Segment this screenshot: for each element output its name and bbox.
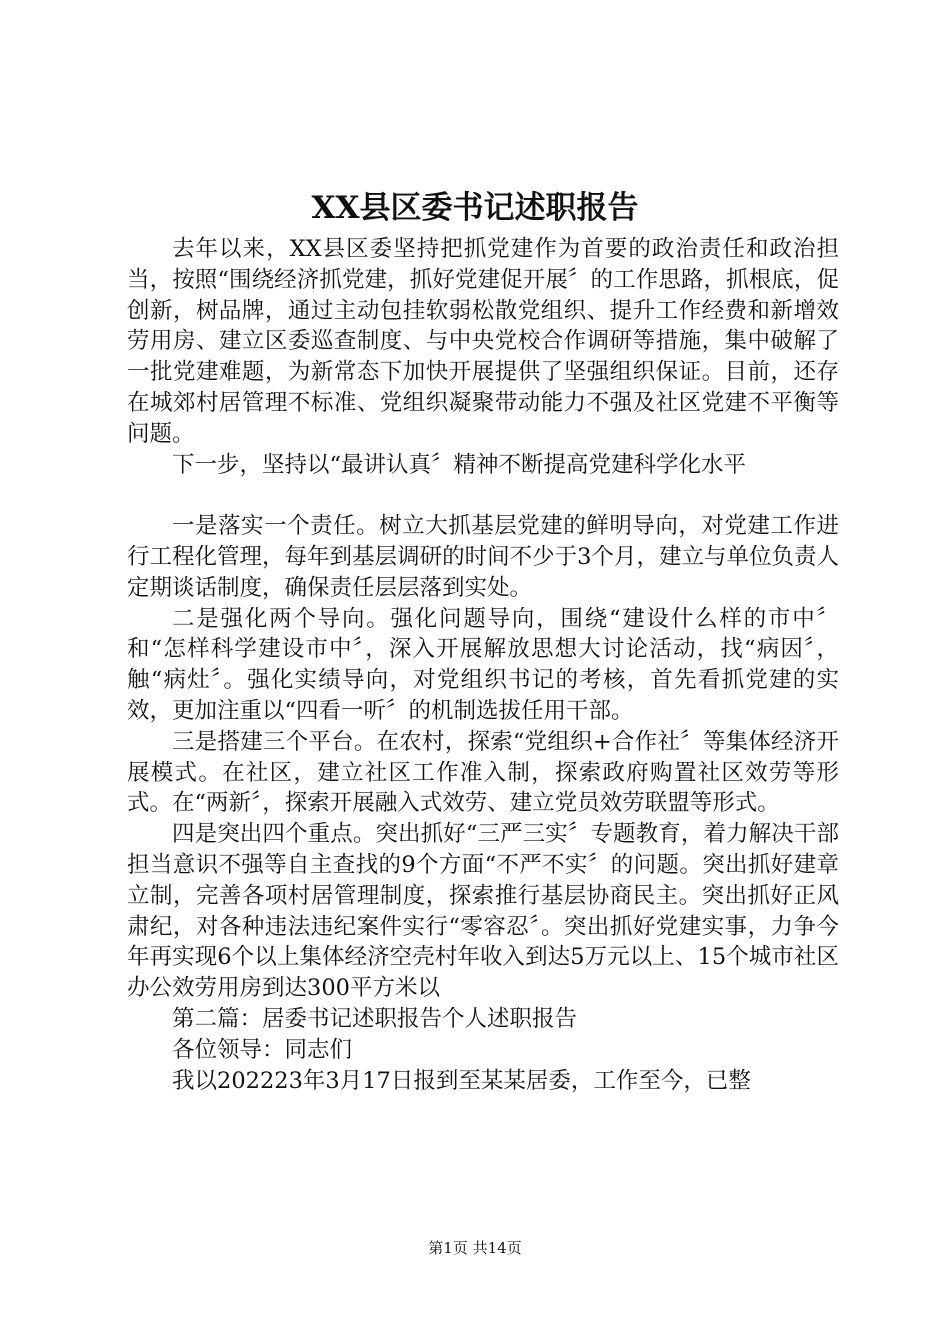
paragraph-point-two: 二是强化两个导向。强化问题导向，围绕“建设什么样的市中〞和“怎样科学建设市中〞，深入开展解放思想大讨论活动，找“病因〞，触“病灶〞。强化实绩导向，对党组织书记的考核，首先看抓党建的实效，更加注重以“四看一听〞的机制选拔任用干部。	[127, 605, 839, 724]
paragraph-intro: 去年以来，XX县区委坚持把抓党建作为首要的政治责任和政治担当，按照“围绕经济抓党建，抓好党建促开展〞的工作思路，抓根底，促创新，树品牌，通过主动包挂软弱松散党组织、提升工作经费和新增效劳用房、建立区委巡查制度、与中央党校合作调研等措施，集中破解了一批党建难题，为新常态下加快开展提供了坚强组织保证。目前，还存在城郊村居管理不标准、党组织凝聚带动能力不强及社区党建不平衡等问题。	[127, 236, 839, 447]
blank-line	[127, 480, 839, 511]
document-title: XX县区委书记述职报告	[311, 190, 639, 226]
paragraph-second-article-heading: 第二篇：居委书记述职报告个人述职报告	[172, 1005, 578, 1032]
page-footer: 第1页 共14页	[428, 1239, 522, 1257]
paragraph-point-one: 一是落实一个责任。树立大抓基层党建的鲜明导向，对党建工作进行工程化管理，每年到基层调研的时间不少于3个月，建立与单位负责人定期谈话制度，确保责任层层落到实处。	[127, 513, 839, 601]
paragraph-salutation: 各位领导：同志们	[172, 1036, 353, 1063]
paragraph-opening: 我以202223年3月17日报到至某某居委，工作至今，已整	[172, 1067, 751, 1094]
paragraph-point-four: 四是突出四个重点。突出抓好“三严三实〞专题教育，着力解决干部担当意识不强等自主查找的9个方面“不严不实〞的问题。突出抓好建章立制，完善各项村居管理制度，探索推行基层协商民主。突出抓好正风肃纪，对各种违法违纪案件实行“零容忍〞。突出抓好党建实事，力争今年再实现6个以上集体经济空壳村年收入到达5万元以上、15个城市社区办公效劳用房到达300平方米以	[127, 821, 839, 1002]
paragraph-point-three: 三是搭建三个平台。在农村，探索“党组织+合作社〞等集体经济开展模式。在社区，建立社区工作准入制，探索政府购置社区效劳等形式。在“两新〞，探索开展融入式效劳、建立党员效劳联盟等形式。	[127, 728, 839, 817]
paragraph-next-step: 下一步，坚持以“最讲认真〞精神不断提高党建科学化水平	[172, 451, 747, 478]
document-body	[127, 234, 839, 1096]
